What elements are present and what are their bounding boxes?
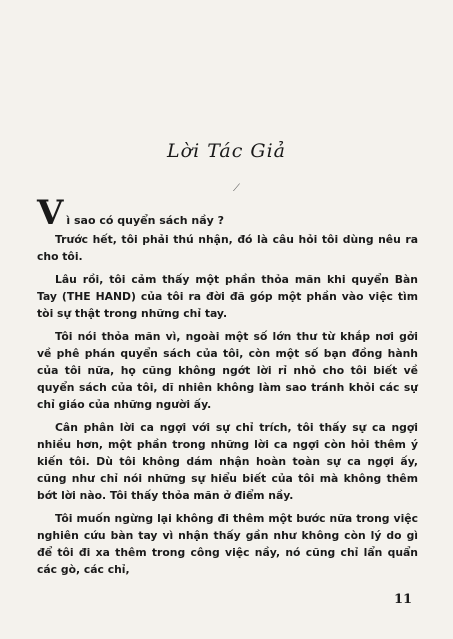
paragraph: Tôi muốn ngừng lại không đi thêm một bước nữa trong việc nghiên cứu bàn tay vì nhận thấy gần như không còn lý do gì để tôi đi xa thêm trong công việc nầy, nó cũng chỉ lẩn quẩn các gò, các chỉ, [37,512,418,576]
ink-mark: ⟋ [233,183,240,194]
paragraph: Cân phân lời ca ngợi với sự chỉ trích, tôi thấy sự ca ngợi nhiều hơn, một phần trong những lời ca ngợi còn hỏi thêm ý kiến tôi. Dù tôi không dám nhận hoàn toàn sự ca ngợi ấy, cũng như chỉ nói những sự hiểu biết của tôi mà không thêm bớt lời nào. Tôi thấy thỏa mãn ở điểm nầy. [37,421,418,502]
paragraph: Tôi nói thỏa mãn vì, ngoài một số lớn thư từ khắp nơi gởi về phê phán quyển sách của tôi, còn một số bạn đồng hành của tôi nữa, họ cũng không ngớt lời rỉ nhỏ cho tôi biết về quyển sách của tôi, dĩ nhiên không làm sao tránh khỏi các sự chỉ giáo của những người ấy. [37,330,418,411]
paragraph: Trước hết, tôi phải thú nhận, đó là câu hỏi tôi dùng nêu ra cho tôi. [37,233,418,263]
paragraph: Lâu rồi, tôi cảm thấy một phần thỏa mãn khi quyển Bàn Tay (THE HAND) của tôi ra đời đã góp một phần vào việc tìm tòi sự thật trong những chỉ tay. [37,273,418,320]
drop-cap: V [37,193,64,233]
page-title: Lời Tác Giả [167,140,286,162]
question-text: ì sao có quyển sách nầy ? [66,214,225,227]
body-text [37,231,418,584]
opening-question [37,193,225,233]
page-number: 11 [394,592,413,607]
